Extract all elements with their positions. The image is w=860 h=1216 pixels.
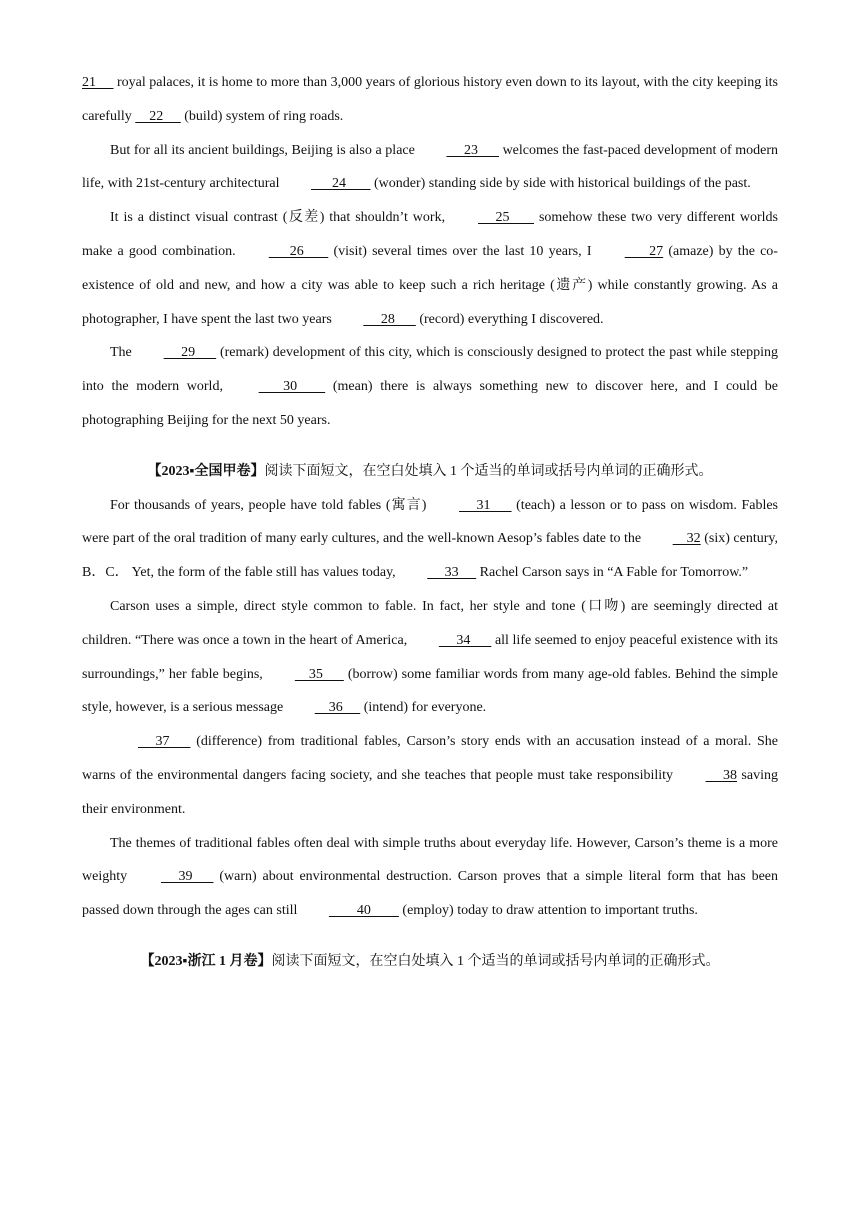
text: welcomes the fast-paced development of modern life, with 21st-century architectural [82,142,778,192]
blank-27[interactable]: 27 [624,243,664,259]
blank-25[interactable]: 25 [478,210,535,226]
heading-instruction: 阅读下面短文，在空白处填入 1 个适当的单词或括号内单词的正确形式。 [264,463,713,479]
text: (visit) several times over the last 10 years, I [328,243,597,259]
text: But for all its ancient buildings, Beijing is also a place [110,142,419,158]
blank-40[interactable]: 40 [328,903,399,919]
paragraph-beijing-2 [82,134,778,202]
paragraph-beijing-4 [82,336,778,437]
blank-34[interactable]: 34 [438,632,492,648]
paragraph-fable-2 [82,590,778,725]
text: somehow these two very different worlds make a good combination. [82,210,779,259]
section-heading-2023-quanguo-jia [82,455,778,489]
text: (difference) from traditional fables, Carson’s story ends with an accusation instead of a moral. She warns of the environmental dangers facing society, and she teaches that people must take responsibility [82,734,778,783]
text: royal palaces, it is home to more than 3,000 years of glorious history even down to its layout, with the city keeping its carefully [82,75,778,124]
blank-26[interactable]: 26 [268,243,329,259]
heading-source-label: 【2023▪浙江 1 月卷】 [140,953,272,969]
blank-38[interactable]: 38 [705,767,737,783]
blank-28[interactable]: 28 [363,311,416,327]
text: For thousands of years, people have told fables (寓言) [110,497,432,513]
text: Rachel Carson says in “A Fable for Tomorrow.” [476,565,749,581]
text: (borrow) some familiar words from many age-old fables. Behind the simple style, however, is a serious message [82,666,778,716]
text: The themes of traditional fables often deal with simple truths about everyday life. However, Carson’s theme is a more weighty [82,835,778,885]
blank-36[interactable]: 36 [314,700,361,716]
blank-23[interactable]: 23 [446,142,499,158]
section-heading-2023-zhejiang-jan [82,945,778,979]
text: (amaze) by the co-existence of old and new, and how a city was able to keep such a rich heritage (遗产) while constantly growing. As a photographer, I have spent the last two years [82,243,778,327]
text: (mean) there is always something new to discover here, and I could be photographing Beijing for the next 50 years. [82,379,778,428]
blank-31[interactable]: 31 [459,497,512,513]
text: Carson uses a simple, direct style common to fable. In fact, her style and tone (口吻) are seemingly directed at children. “There was once a town in the heart of America, [82,598,778,648]
text: The [110,345,136,361]
text: (remark) development of this city, which is consciously designed to protect the past while stepping into the modern world, [82,345,778,395]
blank-39[interactable]: 39 [160,869,214,885]
blank-35[interactable]: 35 [294,666,344,682]
paragraph-fable-4 [82,827,778,928]
paragraph-fable-1 [82,489,778,590]
text: It is a distinct visual contrast (反差) that shouldn’t work, [110,210,451,226]
text: all life seemed to enjoy peaceful existence with its surroundings,” her fable begins, [82,632,779,682]
text: (build) system of ring roads. [180,108,344,124]
blank-37[interactable]: 37 [138,734,191,750]
blank-29[interactable]: 29 [163,345,217,361]
text: (intend) for everyone. [360,700,487,716]
text: (record) everything I discovered. [415,311,604,327]
text: (warn) about environmental destruction. Carson proves that a simple literal form that has been passed down through the ages can still [82,869,778,919]
text: (teach) a lesson or to pass on wisdom. Fables were part of the oral tradition of many early cultures, and the well-known Aesop’s fables date to the [82,497,778,547]
text: (employ) today to draw attention to important truths. [398,903,698,919]
blank-32[interactable]: 32 [672,531,701,547]
document-page [82,66,778,979]
blank-30[interactable]: 30 [258,379,326,395]
paragraph-fable-3 [82,725,778,826]
blank-22[interactable]: 22 [135,108,181,124]
blank-24[interactable]: 24 [310,176,371,192]
text: (six) century, B．C． Yet, the form of the fable still has values today, [82,531,779,581]
paragraph-beijing-3 [82,201,778,336]
text: (wonder) standing side by side with historical buildings of the past. [370,176,751,192]
blank-21[interactable]: 21 [82,75,114,90]
heading-source-label: 【2023▪全国甲卷】 [147,463,265,479]
paragraph-beijing-1 [82,66,778,134]
text: saving their environment. [82,767,778,817]
heading-instruction: 阅读下面短文，在空白处填入 1 个适当的单词或括号内单词的正确形式。 [271,953,720,969]
blank-33[interactable]: 33 [427,565,477,581]
